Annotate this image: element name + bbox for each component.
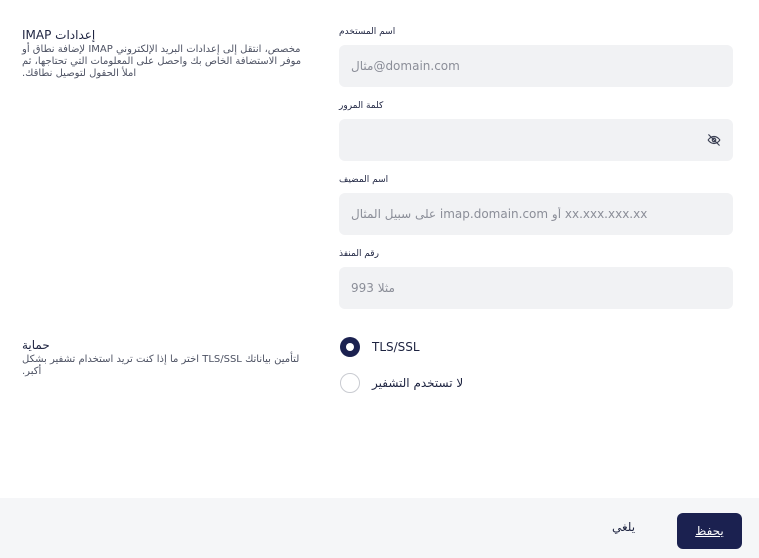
password-input[interactable] [339,119,733,161]
security-section-description: لتأمين بياناتك TLS/SSL اختر ما إذا كنت تريد استخدام تشفير بشكل أكبر. [22,354,300,377]
cancel-button[interactable]: يلغي [612,520,636,534]
port-field [339,248,733,309]
password-label: كلمة المرور [339,101,384,111]
host-label: اسم المضيف [339,175,389,185]
username-field [339,26,733,87]
imap-section-info [22,28,312,80]
password-input-wrapper [339,119,733,161]
port-label: رقم المنفذ [339,249,379,259]
radio-button-unselected[interactable] [340,373,360,393]
radio-label-no-encryption: لا تستخدم التشفير [372,376,464,390]
security-section-info [22,338,312,378]
username-input-wrapper [339,45,733,87]
save-button[interactable]: يحفظ [677,513,742,549]
imap-section-title: إعدادات IMAP [22,28,96,42]
host-input-wrapper [339,193,733,235]
security-section-title: حماية [22,338,50,352]
port-input-wrapper [339,267,733,309]
radio-label-tls-ssl: TLS/SSL [372,340,420,354]
radio-option-no-encryption[interactable] [340,373,463,393]
footer-bar [0,498,759,558]
username-label: اسم المستخدم [339,27,396,37]
radio-option-tls-ssl[interactable] [340,337,420,357]
port-input[interactable] [339,267,733,309]
password-field [339,100,733,161]
radio-button-selected[interactable] [340,337,360,357]
imap-section-description: مخصص، انتقل إلى إعدادات البريد الإلكتروني IMAP لإضافة نطاق أو موفر الاستضافة الخاص بك واحصل على المعلومات التي تحتاجها، ثم املأ الحقول لتوصيل نطاقك. [22,44,302,79]
host-field [339,174,733,235]
username-input[interactable] [339,45,733,87]
host-input[interactable] [339,193,733,235]
eye-off-icon[interactable] [707,133,721,147]
